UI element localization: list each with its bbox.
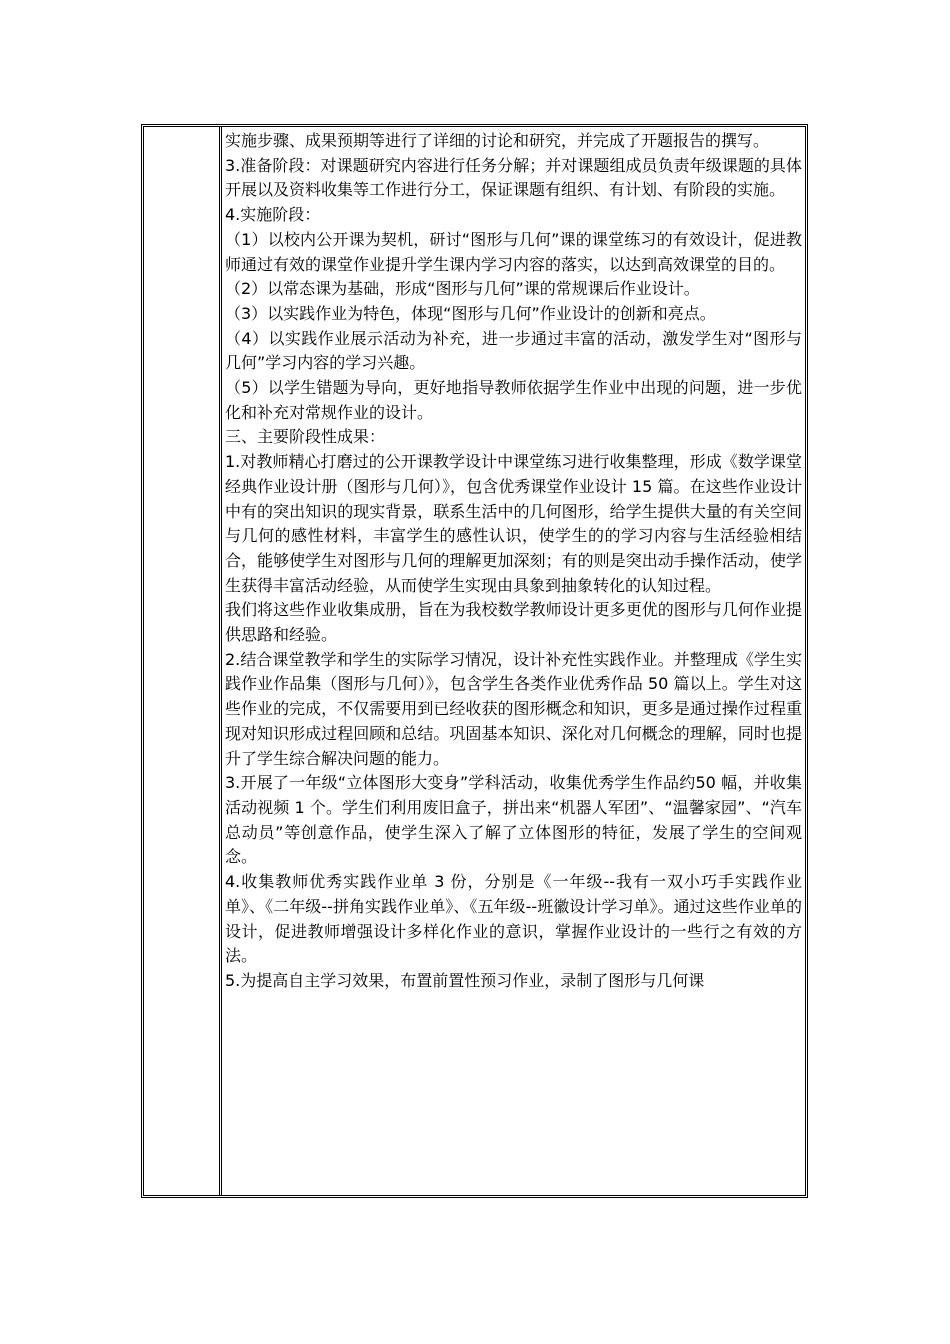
paragraph-result-1-note: 我们将这些作业收集成册，旨在为我校数学教师设计更多更优的图形与几何作业提供思路和经验。 bbox=[225, 600, 802, 645]
paragraph-implementation-2: （2）以常态课为基础，形成“图形与几何”课的常规课后作业设计。 bbox=[225, 279, 700, 299]
paragraph-preparation-stage: 3.准备阶段：对课题研究内容进行任务分解；并对课题组成员负责年级课题的具体开展以及资料收集等工作进行分工，保证课题有组织、有计划、有阶段的实施。 bbox=[225, 155, 802, 200]
paragraph-implementation-heading: 4.实施阶段： bbox=[225, 205, 321, 225]
paragraph-implementation-5: （5）以学生错题为导向，更好地指导教师依据学生作业中出现的问题，进一步优化和补充对常规作业的设计。 bbox=[225, 378, 802, 422]
paragraph-result-4: 4.收集教师优秀实践作业单 3 份，分别是《一年级--我有一双小巧手实践作业单》、《二年级--拼角实践作业单》、《五年级--班徽设计学习单》。通过这些作业单的设计，促进教师增强设计多样化作业的意识，掌握作业设计的一些行之有效的方法。 bbox=[225, 872, 802, 966]
paragraph-implementation-4: （4）以实践作业展示活动为补充，进一步通过丰富的活动，激发学生对“图形与几何”学习内容的学习兴趣。 bbox=[225, 328, 802, 373]
label-column-cell bbox=[144, 127, 222, 1195]
content-cell bbox=[222, 127, 805, 1195]
paragraph-result-3: 3.开展了一年级“立体图形大变身”学科活动，收集优秀学生作品约50 幅，并收集活动视频 1 个。学生们利用废旧盒子，拼出来“机器人军团”、“温馨家园”、“汽车总动员”等创意作品，使学生深入了解了立体图形的特征，发展了学生的空间观念。 bbox=[225, 773, 802, 867]
paragraph-result-2: 2.结合课堂教学和学生的实际学习情况，设计补充性实践作业。并整理成《学生实践作业作品集（图形与几何）》，包含学生各类作业优秀作品 50 篇以上。学生对这些作业的完成，不仅需要用到已经收获的图形概念和知识，更多是通过操作过程重现对知识形成过程回顾和总结。巩固基本知识、深化对几何概念的理解，同时也提升了学生综合解决问题的能力。 bbox=[225, 649, 802, 768]
paragraph-continued-steps: 实施步骤、成果预期等进行了详细的讨论和研究，并完成了开题报告的撰写。 bbox=[225, 131, 770, 150]
paragraph-result-5: 5.为提高自主学习效果，布置前置性预习作业，录制了图形与几何课 bbox=[225, 970, 705, 990]
report-table bbox=[141, 124, 808, 1198]
section-heading-results: 三、主要阶段性成果： bbox=[225, 427, 386, 447]
paragraph-result-1: 1.对教师精心打磨过的公开课教学设计中课堂练习进行收集整理，形成《数学课堂经典作业设计册（图形与几何）》，包含优秀课堂作业设计 15 篇。在这些作业设计中有的突出知识的现实背景，联系生活中的几何图形，给学生提供大量的有关空间与几何的感性材料，丰富学生的感性认识，使学生的的学习内容与生活经验相结合，能够使学生对图形与几何的理解更加深刻；有的则是突出动手操作活动，使学生获得丰富活动经验，从而使学生实现由具象到抽象转化的认知过程。 bbox=[225, 452, 802, 595]
paragraph-implementation-3: （3）以实践作业为特色，体现“图形与几何”作业设计的创新和亮点。 bbox=[225, 303, 716, 323]
paragraph-implementation-1: （1）以校内公开课为契机，研讨“图形与几何”课的课堂练习的有效设计，促进教师通过有效的课堂作业提升学生课内学习内容的落实，以达到高效课堂的目的。 bbox=[225, 229, 802, 274]
